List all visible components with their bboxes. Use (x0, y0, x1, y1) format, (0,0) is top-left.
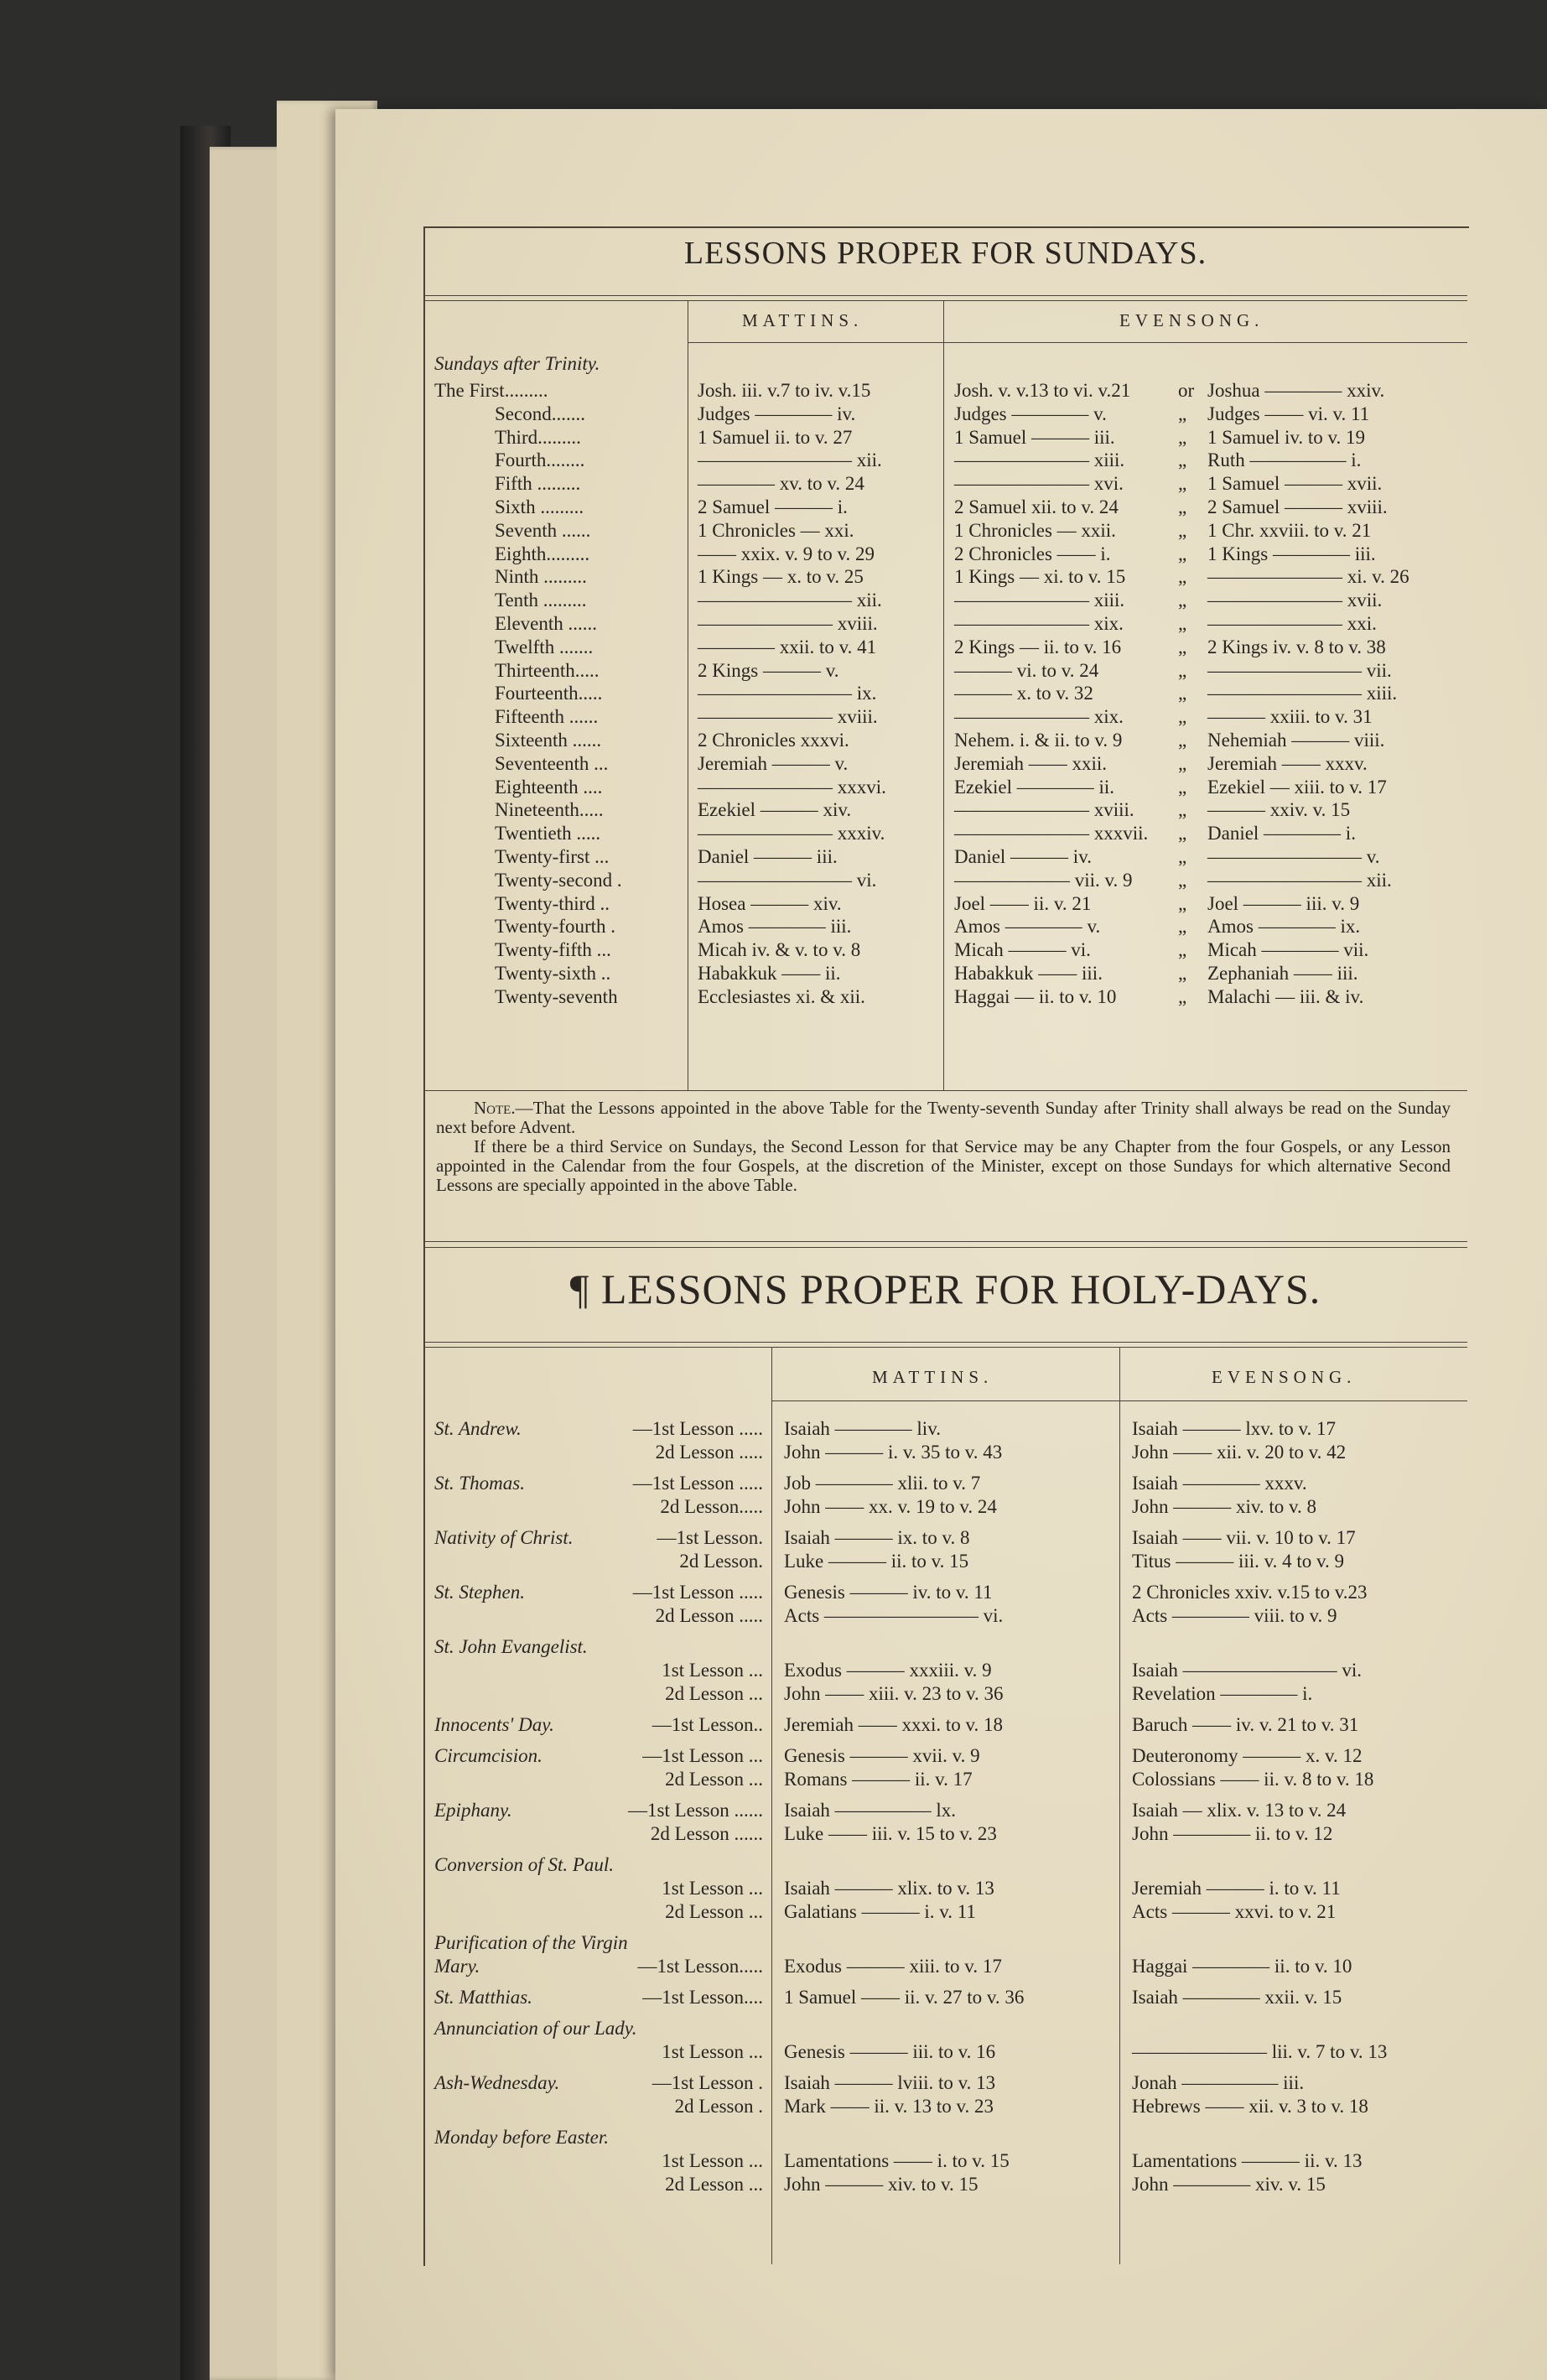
lesson-label: 1st Lesson ... (662, 2041, 763, 2062)
sunday-name: Third......... (495, 426, 581, 448)
matins-lesson: Isaiah ———— liv. (784, 1418, 941, 1439)
note (436, 1099, 1451, 1195)
evensong-lesson: Ezekiel ———— ii. (954, 776, 1114, 798)
column-divider (1119, 1347, 1120, 2264)
evensong-alternative-lesson: 1 Samuel iv. to v. 19 (1207, 426, 1366, 448)
alternative-marker: „ (1178, 659, 1187, 681)
evensong-lesson: Jeremiah —— xxii. (954, 752, 1108, 774)
lesson-label: —1st Lesson ..... (632, 1418, 763, 1439)
sunday-name: Nineteenth..... (495, 799, 604, 821)
matins-lesson: Isaiah ——— xlix. to v. 13 (784, 1878, 994, 1899)
sunday-name: Fourteenth..... (495, 683, 603, 704)
feast-name: Conversion of St. Paul. (434, 1854, 615, 1875)
alternative-marker: „ (1178, 636, 1187, 657)
lesson-label: 2d Lesson ... (665, 1901, 763, 1922)
matins-lesson: Jeremiah ——— v. (698, 752, 849, 774)
matins-lesson: Mark —— ii. v. 13 to v. 23 (784, 2096, 994, 2117)
note-label: Note. (474, 1098, 516, 1118)
feast-name: St. Stephen. (434, 1582, 525, 1603)
lesson-label: —1st Lesson. (657, 1527, 763, 1548)
evensong-lesson: Nehem. i. & ii. to v. 9 (954, 730, 1123, 751)
matins-lesson: Isaiah ——— ix. to v. 8 (784, 1527, 970, 1548)
evensong-lesson: 1 Samuel ——— iii. (954, 426, 1115, 448)
evensong-header: EVENSONG. (1119, 310, 1264, 330)
matins-lesson: Genesis ——— iv. to v. 11 (784, 1582, 993, 1603)
alternative-marker: „ (1178, 403, 1187, 424)
matins-lesson: Amos ———— iii. (698, 916, 852, 938)
evensong-alternative-lesson: 1 Kings ———— iii. (1207, 543, 1376, 564)
matins-lesson: ———————— vi. (698, 869, 877, 891)
sunday-name: Twentieth ..... (495, 823, 601, 844)
evensong-lesson: Deuteronomy ——— x. v. 12 (1132, 1745, 1363, 1766)
matins-lesson: Hosea ——— xiv. (698, 892, 842, 914)
alternative-marker: „ (1178, 776, 1187, 798)
column-divider (771, 1347, 772, 2264)
evensong-lesson: Josh. v. v.13 to vi. v.21 (954, 380, 1131, 401)
lesson-label: —1st Lesson.... (642, 1987, 763, 2008)
evensong-header: EVENSONG. (1212, 1367, 1357, 1387)
matins-lesson: ———————— xii. (698, 590, 882, 611)
evensong-lesson: Isaiah ———— xxxv. (1132, 1473, 1307, 1494)
evensong-alternative-lesson: ——————— xxi. (1207, 613, 1377, 634)
evensong-alternative-lesson: Nehemiah ——— viii. (1207, 730, 1385, 751)
column-divider (943, 300, 944, 1090)
evensong-alternative-lesson: 1 Samuel ——— xvii. (1207, 473, 1383, 495)
evensong-alternative-lesson: Amos ———— ix. (1207, 916, 1361, 938)
lesson-label: 1st Lesson ... (662, 1660, 763, 1681)
matins-header: MATTINS. (872, 1367, 994, 1387)
alternative-marker: „ (1178, 543, 1187, 564)
sunday-name: Sixth ......... (495, 496, 584, 517)
evensong-lesson: Isaiah —— vii. v. 10 to v. 17 (1132, 1527, 1356, 1548)
feast-name: St. John Evangelist. (434, 1636, 588, 1657)
matins-lesson: —— xxix. v. 9 to v. 29 (698, 543, 875, 564)
sunday-name: Twenty-third .. (495, 892, 610, 914)
evensong-alternative-lesson: Ruth ————— i. (1207, 449, 1362, 471)
alternative-marker: „ (1178, 496, 1187, 517)
alternative-marker: „ (1178, 892, 1187, 914)
feast-name: Circumcision. (434, 1745, 542, 1766)
lesson-label: 2d Lesson. (679, 1551, 763, 1572)
evensong-lesson: ——— x. to v. 32 (954, 683, 1093, 704)
rule (423, 295, 1467, 296)
evensong-lesson: Haggai ———— ii. to v. 10 (1132, 1956, 1352, 1977)
alternative-marker: „ (1178, 916, 1187, 938)
matins-lesson: Romans ——— ii. v. 17 (784, 1769, 973, 1790)
evensong-lesson: 2 Chronicles xxiv. v.15 to v.23 (1132, 1582, 1368, 1603)
evensong-alternative-lesson: ——————— xvii. (1207, 590, 1383, 611)
book-page (335, 109, 1547, 2380)
matins-lesson: ———————— xii. (698, 449, 882, 471)
matins-lesson: 1 Samuel ii. to v. 27 (698, 426, 853, 448)
evensong-lesson: Amos ———— v. (954, 916, 1101, 938)
evensong-lesson: Baruch —— iv. v. 21 to v. 31 (1132, 1714, 1359, 1735)
sunday-name: Eighteenth .... (495, 776, 603, 798)
evensong-lesson: Isaiah ———— xxii. v. 15 (1132, 1987, 1342, 2008)
alternative-marker: „ (1178, 449, 1187, 471)
evensong-alternative-lesson: Zephaniah —— iii. (1207, 963, 1358, 984)
lesson-label: 2d Lesson ... (665, 1683, 763, 1704)
matins-lesson: Exodus ——— xiii. to v. 17 (784, 1956, 1002, 1977)
rule (771, 1400, 1467, 1401)
sunday-name: Eleventh ...... (495, 613, 597, 634)
alternative-marker: „ (1178, 473, 1187, 495)
evensong-lesson: Colossians —— ii. v. 8 to v. 18 (1132, 1769, 1374, 1790)
rule (688, 342, 1467, 343)
evensong-lesson: Isaiah — xlix. v. 13 to v. 24 (1132, 1800, 1347, 1821)
row-header: Sundays after Trinity. (434, 353, 600, 374)
evensong-lesson: ——————— xviii. (954, 799, 1134, 821)
evensong-lesson: John ———— xiv. v. 15 (1132, 2174, 1326, 2195)
matins-lesson: John —— xx. v. 19 to v. 24 (784, 1496, 997, 1517)
evensong-alternative-lesson: Joshua ———— xxiv. (1207, 380, 1385, 401)
holydays-title: ¶ LESSONS PROPER FOR HOLY-DAYS. (569, 1265, 1321, 1312)
evensong-lesson: ——————— lii. v. 7 to v. 13 (1132, 2041, 1388, 2062)
rule (423, 1241, 1467, 1242)
feast-name: Innocents' Day. (434, 1714, 554, 1735)
matins-lesson: Isaiah ————— lx. (784, 1800, 957, 1821)
matins-lesson: 1 Kings — x. to v. 25 (698, 566, 864, 588)
matins-lesson: Judges ———— iv. (698, 403, 856, 424)
evensong-alternative-lesson: 1 Chr. xxviii. to v. 21 (1207, 519, 1372, 541)
evensong-lesson: John ——— xiv. to v. 8 (1132, 1496, 1316, 1517)
alternative-marker: „ (1178, 752, 1187, 774)
evensong-lesson: ——— vi. to v. 24 (954, 659, 1099, 681)
matins-lesson: Habakkuk —— ii. (698, 963, 841, 984)
matins-lesson: John —— xiii. v. 23 to v. 36 (784, 1683, 1004, 1704)
evensong-alternative-lesson: ——— xxiv. v. 15 (1207, 799, 1351, 821)
sunday-name: Fifth ......... (495, 473, 581, 495)
sunday-name: Twenty-fifth ... (495, 939, 611, 961)
evensong-alternative-lesson: ———————— v. (1207, 846, 1380, 867)
sunday-name: Twenty-seventh (495, 985, 618, 1007)
matins-lesson: Lamentations —— i. to v. 15 (784, 2150, 1010, 2171)
sunday-name: Twenty-fourth . (495, 916, 616, 938)
evensong-alternative-lesson: Malachi — iii. & iv. (1207, 985, 1364, 1007)
matins-header: MATTINS. (742, 310, 864, 330)
sunday-name: Thirteenth..... (495, 659, 600, 681)
evensong-lesson: Acts ——— xxvi. to v. 21 (1132, 1901, 1337, 1922)
evensong-lesson: —————— vii. v. 9 (954, 869, 1133, 891)
alternative-marker: „ (1178, 426, 1187, 448)
feast-name: Annunciation of our Lady. (434, 2018, 637, 2039)
evensong-lesson: Joel —— ii. v. 21 (954, 892, 1092, 914)
matins-lesson: 2 Kings ——— v. (698, 659, 839, 681)
evensong-lesson: Isaiah ———————— vi. (1132, 1660, 1363, 1681)
evensong-lesson: 2 Kings — ii. to v. 16 (954, 636, 1122, 657)
matins-lesson: 2 Chronicles xxxvi. (698, 730, 849, 751)
matins-lesson: 2 Samuel ——— i. (698, 496, 848, 517)
sunday-name: Eighth......... (495, 543, 590, 564)
matins-lesson: ——————— xviii. (698, 613, 878, 634)
sunday-name: Twenty-first ... (495, 846, 610, 867)
matins-lesson: Ecclesiastes xi. & xii. (698, 985, 865, 1007)
matins-lesson: Acts ———————— vi. (784, 1605, 1004, 1626)
alternative-marker: „ (1178, 519, 1187, 541)
evensong-alternative-lesson: ——————— xi. v. 26 (1207, 566, 1409, 588)
rule (423, 1347, 1467, 1348)
feast-name: Ash-Wednesday. (434, 2072, 560, 2093)
alternative-marker: „ (1178, 985, 1187, 1007)
evensong-lesson: John ———— ii. to v. 12 (1132, 1823, 1333, 1844)
alternative-marker: or (1178, 380, 1195, 401)
alternative-marker: „ (1178, 799, 1187, 821)
feast-name: Monday before Easter. (434, 2127, 610, 2148)
lesson-label: —1st Lesson.. (652, 1714, 763, 1735)
lesson-label: 2d Lesson ..... (655, 1442, 763, 1463)
evensong-lesson: 1 Kings — xi. to v. 15 (954, 566, 1126, 588)
alternative-marker: „ (1178, 823, 1187, 844)
matins-lesson: Daniel ——— iii. (698, 846, 838, 867)
evensong-alternative-lesson: 2 Kings iv. v. 8 to v. 38 (1207, 636, 1386, 657)
sunday-name: Tenth ......... (495, 590, 587, 611)
rule (423, 1090, 1467, 1091)
lesson-label: —1st Lesson ... (642, 1745, 763, 1766)
sunday-name: Sixteenth ...... (495, 730, 602, 751)
evensong-alternative-lesson: ———————— xii. (1207, 869, 1392, 891)
sundays-title: LESSONS PROPER FOR SUNDAYS. (683, 236, 1207, 271)
note-text-1: —That the Lessons appointed in the above Table for the Twenty-seventh Sunday after Trinity shall always be read on the Sunday next before Advent. (436, 1098, 1451, 1137)
sunday-name: Seventh ...... (495, 519, 591, 541)
evensong-lesson: 1 Chronicles — xxii. (954, 519, 1116, 541)
evensong-lesson: ——————— xix. (954, 613, 1124, 634)
sunday-name: Ninth ......... (495, 566, 587, 588)
lesson-label: 2d Lesson ... (665, 1769, 763, 1790)
matins-lesson: Job ———— xlii. to v. 7 (784, 1473, 981, 1494)
lesson-label: 2d Lesson..... (660, 1496, 763, 1517)
evensong-lesson: ——————— xiii. (954, 449, 1125, 471)
evensong-lesson: John —— xii. v. 20 to v. 42 (1132, 1442, 1347, 1463)
feast-name: Purification of the Virgin (434, 1932, 628, 1953)
matins-lesson: Micah iv. & v. to v. 8 (698, 939, 861, 961)
alternative-marker: „ (1178, 963, 1187, 984)
matins-lesson: ——————— xviii. (698, 706, 878, 728)
sunday-name: The First......... (434, 380, 548, 401)
matins-lesson: Genesis ——— xvii. v. 9 (784, 1745, 980, 1766)
evensong-lesson: Isaiah ——— lxv. to v. 17 (1132, 1418, 1336, 1439)
evensong-lesson: Habakkuk —— iii. (954, 963, 1103, 984)
matins-lesson: Ezekiel ——— xiv. (698, 799, 852, 821)
matins-lesson: ——————— xxxvi. (698, 776, 886, 798)
feast-name: Nativity of Christ. (434, 1527, 574, 1548)
alternative-marker: „ (1178, 683, 1187, 704)
lesson-label: —1st Lesson ..... (632, 1473, 763, 1494)
evensong-alternative-lesson: 2 Samuel ——— xviii. (1207, 496, 1388, 517)
matins-lesson: 1 Samuel —— ii. v. 27 to v. 36 (784, 1987, 1025, 2008)
feast-name: St. Andrew. (434, 1418, 522, 1439)
feast-name: Mary. (434, 1956, 480, 1977)
evensong-alternative-lesson: ———————— xiii. (1207, 683, 1398, 704)
evensong-alternative-lesson: Judges —— vi. v. 11 (1207, 403, 1370, 424)
alternative-marker: „ (1178, 706, 1187, 728)
lesson-label: 2d Lesson ...... (650, 1823, 763, 1844)
lesson-label: 1st Lesson ... (662, 2150, 763, 2171)
evensong-lesson: ——————— xiii. (954, 590, 1125, 611)
feast-name: St. Thomas. (434, 1473, 525, 1494)
evensong-alternative-lesson: ———————— vii. (1207, 659, 1392, 681)
alternative-marker: „ (1178, 846, 1187, 867)
evensong-alternative-lesson: ——— xxiii. to v. 31 (1207, 706, 1373, 728)
sunday-name: Twelfth ....... (495, 636, 594, 657)
lesson-label: —1st Lesson . (652, 2072, 763, 2093)
matins-lesson: Luke —— iii. v. 15 to v. 23 (784, 1823, 997, 1844)
matins-lesson: Luke ——— ii. to v. 15 (784, 1551, 969, 1572)
evensong-alternative-lesson: Jeremiah —— xxxv. (1207, 752, 1368, 774)
feast-name: Epiphany. (434, 1800, 512, 1821)
lesson-label: —1st Lesson ...... (628, 1800, 763, 1821)
sunday-name: Second....... (495, 403, 585, 424)
lesson-label: 2d Lesson ..... (655, 1605, 763, 1626)
evensong-alternative-lesson: Daniel ———— i. (1207, 823, 1356, 844)
sunday-name: Seventeenth ... (495, 752, 609, 774)
matins-lesson: ———————— ix. (698, 683, 877, 704)
alternative-marker: „ (1178, 730, 1187, 751)
evensong-lesson: Jeremiah ——— i. to v. 11 (1132, 1878, 1341, 1899)
sunday-name: Twenty-second . (495, 869, 622, 891)
alternative-marker: „ (1178, 566, 1187, 588)
matins-lesson: John ——— xiv. to v. 15 (784, 2174, 979, 2195)
matins-lesson: Jeremiah —— xxxi. to v. 18 (784, 1714, 1004, 1735)
evensong-lesson: Acts ———— viii. to v. 9 (1132, 1605, 1337, 1626)
evensong-lesson: Hebrews —— xii. v. 3 to v. 18 (1132, 2096, 1368, 2117)
evensong-lesson: Revelation ———— i. (1132, 1683, 1313, 1704)
rule (423, 1342, 1467, 1343)
lesson-label: —1st Lesson..... (637, 1956, 763, 1977)
evensong-lesson: Daniel ——— iv. (954, 846, 1092, 867)
sunday-name: Fifteenth ...... (495, 706, 599, 728)
matins-lesson: Exodus ——— xxxiii. v. 9 (784, 1660, 992, 1681)
alternative-marker: „ (1178, 590, 1187, 611)
evensong-lesson: Judges ———— v. (954, 403, 1107, 424)
evensong-lesson: Haggai — ii. to v. 10 (954, 985, 1117, 1007)
evensong-lesson: Micah ——— vi. (954, 939, 1091, 961)
evensong-lesson: 2 Chronicles —— i. (954, 543, 1111, 564)
evensong-lesson: ——————— xix. (954, 706, 1124, 728)
matins-lesson: Isaiah ——— lviii. to v. 13 (784, 2072, 996, 2093)
evensong-lesson: Lamentations ——— ii. v. 13 (1132, 2150, 1363, 2171)
note-text-2: If there be a third Service on Sundays, the Second Lesson for that Service may be any Chapter from the four Gospels, or any Lesson appointed in the Calendar from the four Gospels, at the discretion of the Minister, except on those Sundays for which alternative Second Lessons are specially appointed in the above Table. (436, 1136, 1451, 1195)
matins-lesson: John ——— i. v. 35 to v. 43 (784, 1442, 1003, 1463)
evensong-alternative-lesson: Micah ———— vii. (1207, 939, 1369, 961)
evensong-alternative-lesson: Joel ——— iii. v. 9 (1207, 892, 1360, 914)
matins-lesson: ——————— xxxiv. (698, 823, 885, 844)
matins-lesson: 1 Chronicles — xxi. (698, 519, 854, 541)
rule (423, 1247, 1467, 1248)
alternative-marker: „ (1178, 613, 1187, 634)
matins-lesson: ———— xv. to v. 24 (698, 473, 864, 495)
lesson-label: 1st Lesson ... (662, 1878, 763, 1899)
lesson-label: 2d Lesson . (674, 2096, 763, 2117)
feast-name: St. Matthias. (434, 1987, 532, 2008)
evensong-alternative-lesson: Ezekiel — xiii. to v. 17 (1207, 776, 1387, 798)
evensong-lesson: 2 Samuel xii. to v. 24 (954, 496, 1119, 517)
lesson-label: —1st Lesson ..... (632, 1582, 763, 1603)
matins-lesson: Josh. iii. v.7 to iv. v.15 (698, 380, 871, 401)
sunday-name: Twenty-sixth .. (495, 963, 611, 984)
matins-lesson: Galatians ——— i. v. 11 (784, 1901, 976, 1922)
lesson-label: 2d Lesson ... (665, 2174, 763, 2195)
evensong-lesson: Jonah ————— iii. (1132, 2072, 1305, 2093)
alternative-marker: „ (1178, 869, 1187, 891)
matins-lesson: ———— xxii. to v. 41 (698, 636, 877, 657)
evensong-lesson: ——————— xvi. (954, 473, 1124, 495)
rule (423, 300, 1467, 301)
evensong-lesson: Titus ——— iii. v. 4 to v. 9 (1132, 1551, 1345, 1572)
evensong-lesson: ——————— xxxvii. (954, 823, 1149, 844)
sunday-name: Fourth........ (495, 449, 585, 471)
alternative-marker: „ (1178, 939, 1187, 961)
matins-lesson: Genesis ——— iii. to v. 16 (784, 2041, 996, 2062)
